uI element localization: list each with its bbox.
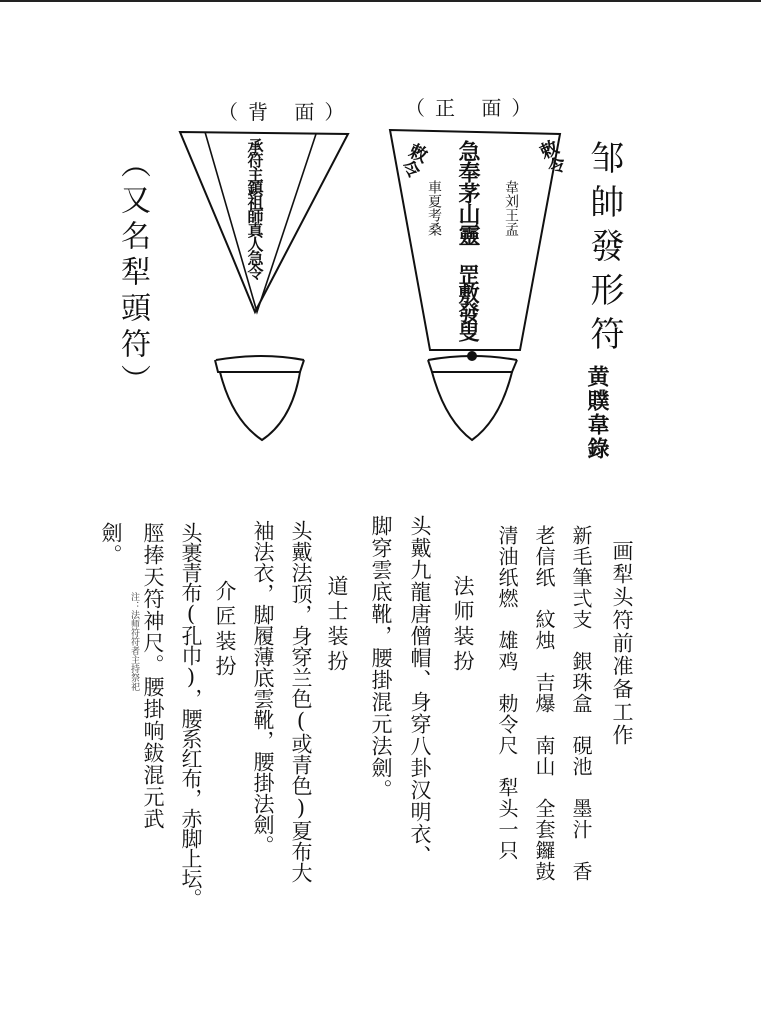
front-side-right: 韋刘王孟	[503, 180, 519, 236]
page-title: 邹帥發形符	[584, 140, 624, 360]
front-talisman-dot	[467, 351, 477, 361]
section-heading-mage: 法师装扮	[451, 575, 475, 675]
body-line-9: 袖法衣，脚履薄底雲靴，腰掛法劍。	[251, 520, 275, 856]
body-line-12: 脛捧天符神尺。腰掛响鈸混元武	[141, 522, 165, 830]
body-line-5: 头戴九龍唐僧帽、身穿八卦汉明衣、	[408, 515, 432, 867]
front-side-left: 車夏考桑	[426, 180, 442, 236]
body-line-8: 头戴法顶，身穿兰色(或青色)夏布大	[289, 520, 313, 883]
front-seal-left: 敕令	[396, 139, 431, 181]
body-heading: 画犁头符前准备工作	[610, 540, 634, 747]
front-face-label: （正 面）	[405, 96, 542, 120]
body-line-3: 清油纸燃 雄鸡 勅令尺 犁头一只	[495, 525, 519, 861]
body-line-6: 脚穿雲底靴，腰掛混元法劍。	[369, 515, 393, 801]
margin-note: 注：法师符符者主持祭祀	[129, 592, 139, 691]
front-center-top: 急奉茅山靈	[455, 140, 481, 245]
body-line-11: 头裹青布(孔巾)，腰系红布，赤脚上坛。	[179, 522, 203, 908]
front-center-bottom: 罡敷發叟	[456, 264, 481, 340]
body-line-1: 新毛筆弍支 銀珠盒 硯池 墨汁 香	[569, 525, 593, 882]
body-line-13: 劍。	[99, 522, 123, 566]
section-heading-taoist: 道士装扮	[325, 575, 349, 675]
alias-title: （又名犁頭符）	[115, 148, 150, 400]
back-talisman-outline	[180, 132, 348, 440]
back-face-label: （背 面）	[218, 100, 355, 124]
author-credit: 黄贌韋錄	[584, 365, 610, 461]
front-seal-right: 敕令	[534, 137, 569, 179]
section-heading-craftsman: 介匠装扮	[213, 580, 237, 680]
back-talisman-inscription: 承符主鎮祖師真人急令	[245, 138, 264, 278]
body-line-2: 老信纸 紋烛 吉爆 南山 全套鑼鼓	[532, 525, 556, 882]
